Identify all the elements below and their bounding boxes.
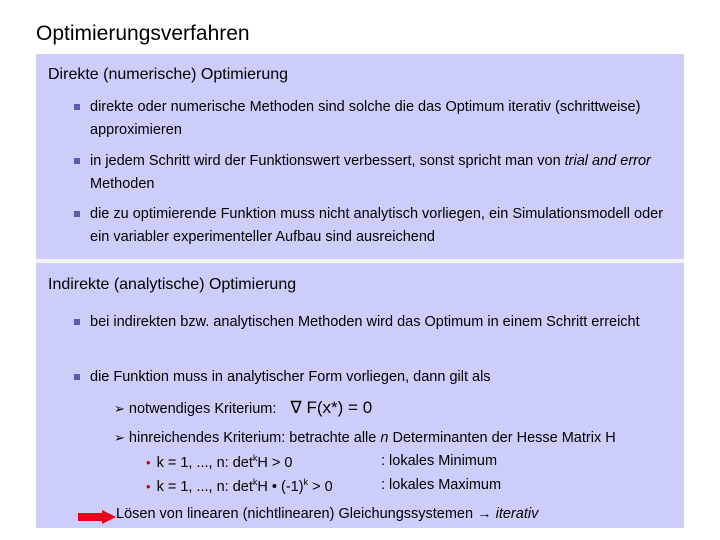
necessary-criterion: ➢ notwendiges Kriterium: ∇ F(x*) = 0 xyxy=(114,398,373,417)
bullet-square-icon xyxy=(74,104,80,110)
result-maximum: : lokales Maximum xyxy=(381,477,502,493)
indirect-optimization-box xyxy=(36,263,684,528)
bullet-square-icon xyxy=(74,319,80,325)
arrowhead-bullet-icon: ➢ xyxy=(114,430,125,445)
section2-heading: Indirekte (analytische) Optimierung xyxy=(48,276,297,293)
bullet-square-icon xyxy=(74,374,80,380)
result-minimum: : lokales Minimum xyxy=(381,453,498,469)
dot-bullet-icon: • xyxy=(146,454,151,470)
bullet-square-icon xyxy=(74,211,80,217)
section2-bullet-2: die Funktion muss in analytischer Form vorliegen, dann gilt als xyxy=(74,366,664,389)
section1-heading: Direkte (numerische) Optimierung xyxy=(48,66,289,83)
case-maximum: • k = 1, ..., n: $\det^kH$ • $(-1)^k > 0$ : lokales Maximum xyxy=(146,477,502,495)
conclusion-text: Lösen von linearen (nichtlinearen) Gleichungssystemen → iterativ xyxy=(116,506,539,522)
section1-bullet-3: die zu optimierende Funktion muss nicht analytisch vorliegen, ein Simulationsmodell oder ein variabler experimenteller Aufbau sind ausreichend xyxy=(74,203,664,249)
gradient-formula: ∇ F(x*) = 0 xyxy=(290,398,373,417)
section2-bullet-1: bei indirekten bzw. analytischen Methoden wird das Optimum in einem Schritt erreicht xyxy=(74,311,664,334)
bullet-square-icon xyxy=(74,158,80,164)
section1-bullet-2: in jedem Schritt wird der Funktionswert verbessert, sonst spricht man von trial and error Methoden xyxy=(74,150,664,196)
section1-bullet-1: direkte oder numerische Methoden sind solche die das Optimum iterativ (schrittweise) approximieren xyxy=(74,96,664,142)
arrowhead-bullet-icon: ➢ xyxy=(114,401,125,416)
red-arrow-icon xyxy=(78,510,116,524)
dot-bullet-icon: • xyxy=(146,478,151,494)
slide-title: Optimierungsverfahren xyxy=(36,22,250,45)
implies-arrow-icon: → xyxy=(477,506,492,522)
case-minimum: • k = 1, ..., n: $\det^kH > 0$ : lokales Minimum xyxy=(146,453,498,471)
sufficient-criterion: ➢ hinreichendes Kriterium: betrachte alle n Determinanten der Hesse Matrix H xyxy=(114,430,616,446)
